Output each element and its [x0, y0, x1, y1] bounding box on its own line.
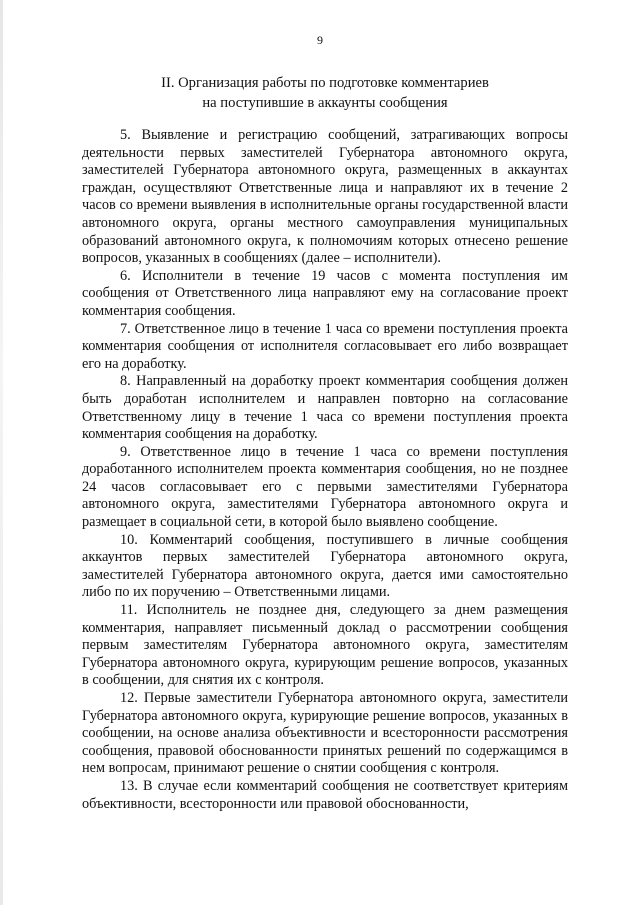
document-body: [82, 127, 568, 813]
paragraph-11: 11. Исполнитель не позднее дня, следующего за днем размещения комментария, направляет письменный доклад о рассмотрении сообщения первым заместителям Губернатора автономного округа, заместителям Губернатора автономного округа, курирующим решение вопросов, указанных в сообщении, для снятия их с контроля.: [82, 602, 568, 689]
paragraph-8: 8. Направленный на доработку проект комментария сообщения должен быть доработан исполнителем и направлен повторно на согласование Ответственному лицу в течение 1 часа со времени поступления проекта комментария сообщения на доработку.: [82, 373, 568, 443]
paragraph-9: 9. Ответственное лицо в течение 1 часа со времени поступления доработанного исполнителем проекта комментария сообщения, но не позднее 24 часов согласовывает его с первыми заместителями Губернатора автономного округа, заместителями Губернатора автономного округа и размещает в социальной сети, в которой было выявлено сообщение.: [82, 443, 568, 531]
section-title-line-2: на поступившие в аккаунты сообщения: [202, 95, 448, 111]
section-title: [75, 73, 575, 113]
paragraph-6: 6. Исполнители в течение 19 часов с момента поступления им сообщения от Ответственного лица направляют ему на согласование проект комментария сообщения.: [82, 267, 568, 319]
paragraph-7: 7. Ответственное лицо в течение 1 часа со времени поступления проекта комментария сообщения от исполнителя согласовывает его либо возвращает его на доработку.: [82, 320, 568, 372]
paragraph-5: 5. Выявление и регистрацию сообщений, затрагивающих вопросы деятельности первых заместителей Губернатора автономного округа, заместителей Губернатора автономного округа, размещенных в аккаунтах граждан, осуществляют Ответственные лица и направляют их в течение 2 часов со времени выявления в исполнительные органы государственной власти автономного округа, органы местного самоуправления муниципальных образований автономного округа, к полномочиям которых отнесено решение вопросов, указанных в сообщениях (далее – исполнители).: [82, 127, 568, 267]
section-title-line-1: II. Организация работы по подготовке комментариев: [161, 75, 489, 91]
paragraph-10: 10. Комментарий сообщения, поступившего в личные сообщения аккаунтов первых заместителей Губернатора автономного округа, заместителей Губернатора автономного округа, дается ими самостоятельно либо по их поручению – Ответственными лицами.: [82, 531, 568, 601]
paragraph-13: 13. В случае если комментарий сообщения не соответствует критериям объективности, всесторонности или правовой обоснованности,: [82, 777, 568, 812]
scan-edge-shadow: [0, 0, 3, 905]
page-number: 9: [317, 33, 323, 47]
paragraph-12: 12. Первые заместители Губернатора автономного округа, заместители Губернатора автономного округа, курирующие решение вопросов, указанных в сообщении, на основе анализа объективности и всесторонности рассмотрения сообщения, правовой обоснованности принятых решений по содержащимся в нем вопросам, принимают решение о снятии сообщения с контроля.: [82, 690, 568, 777]
